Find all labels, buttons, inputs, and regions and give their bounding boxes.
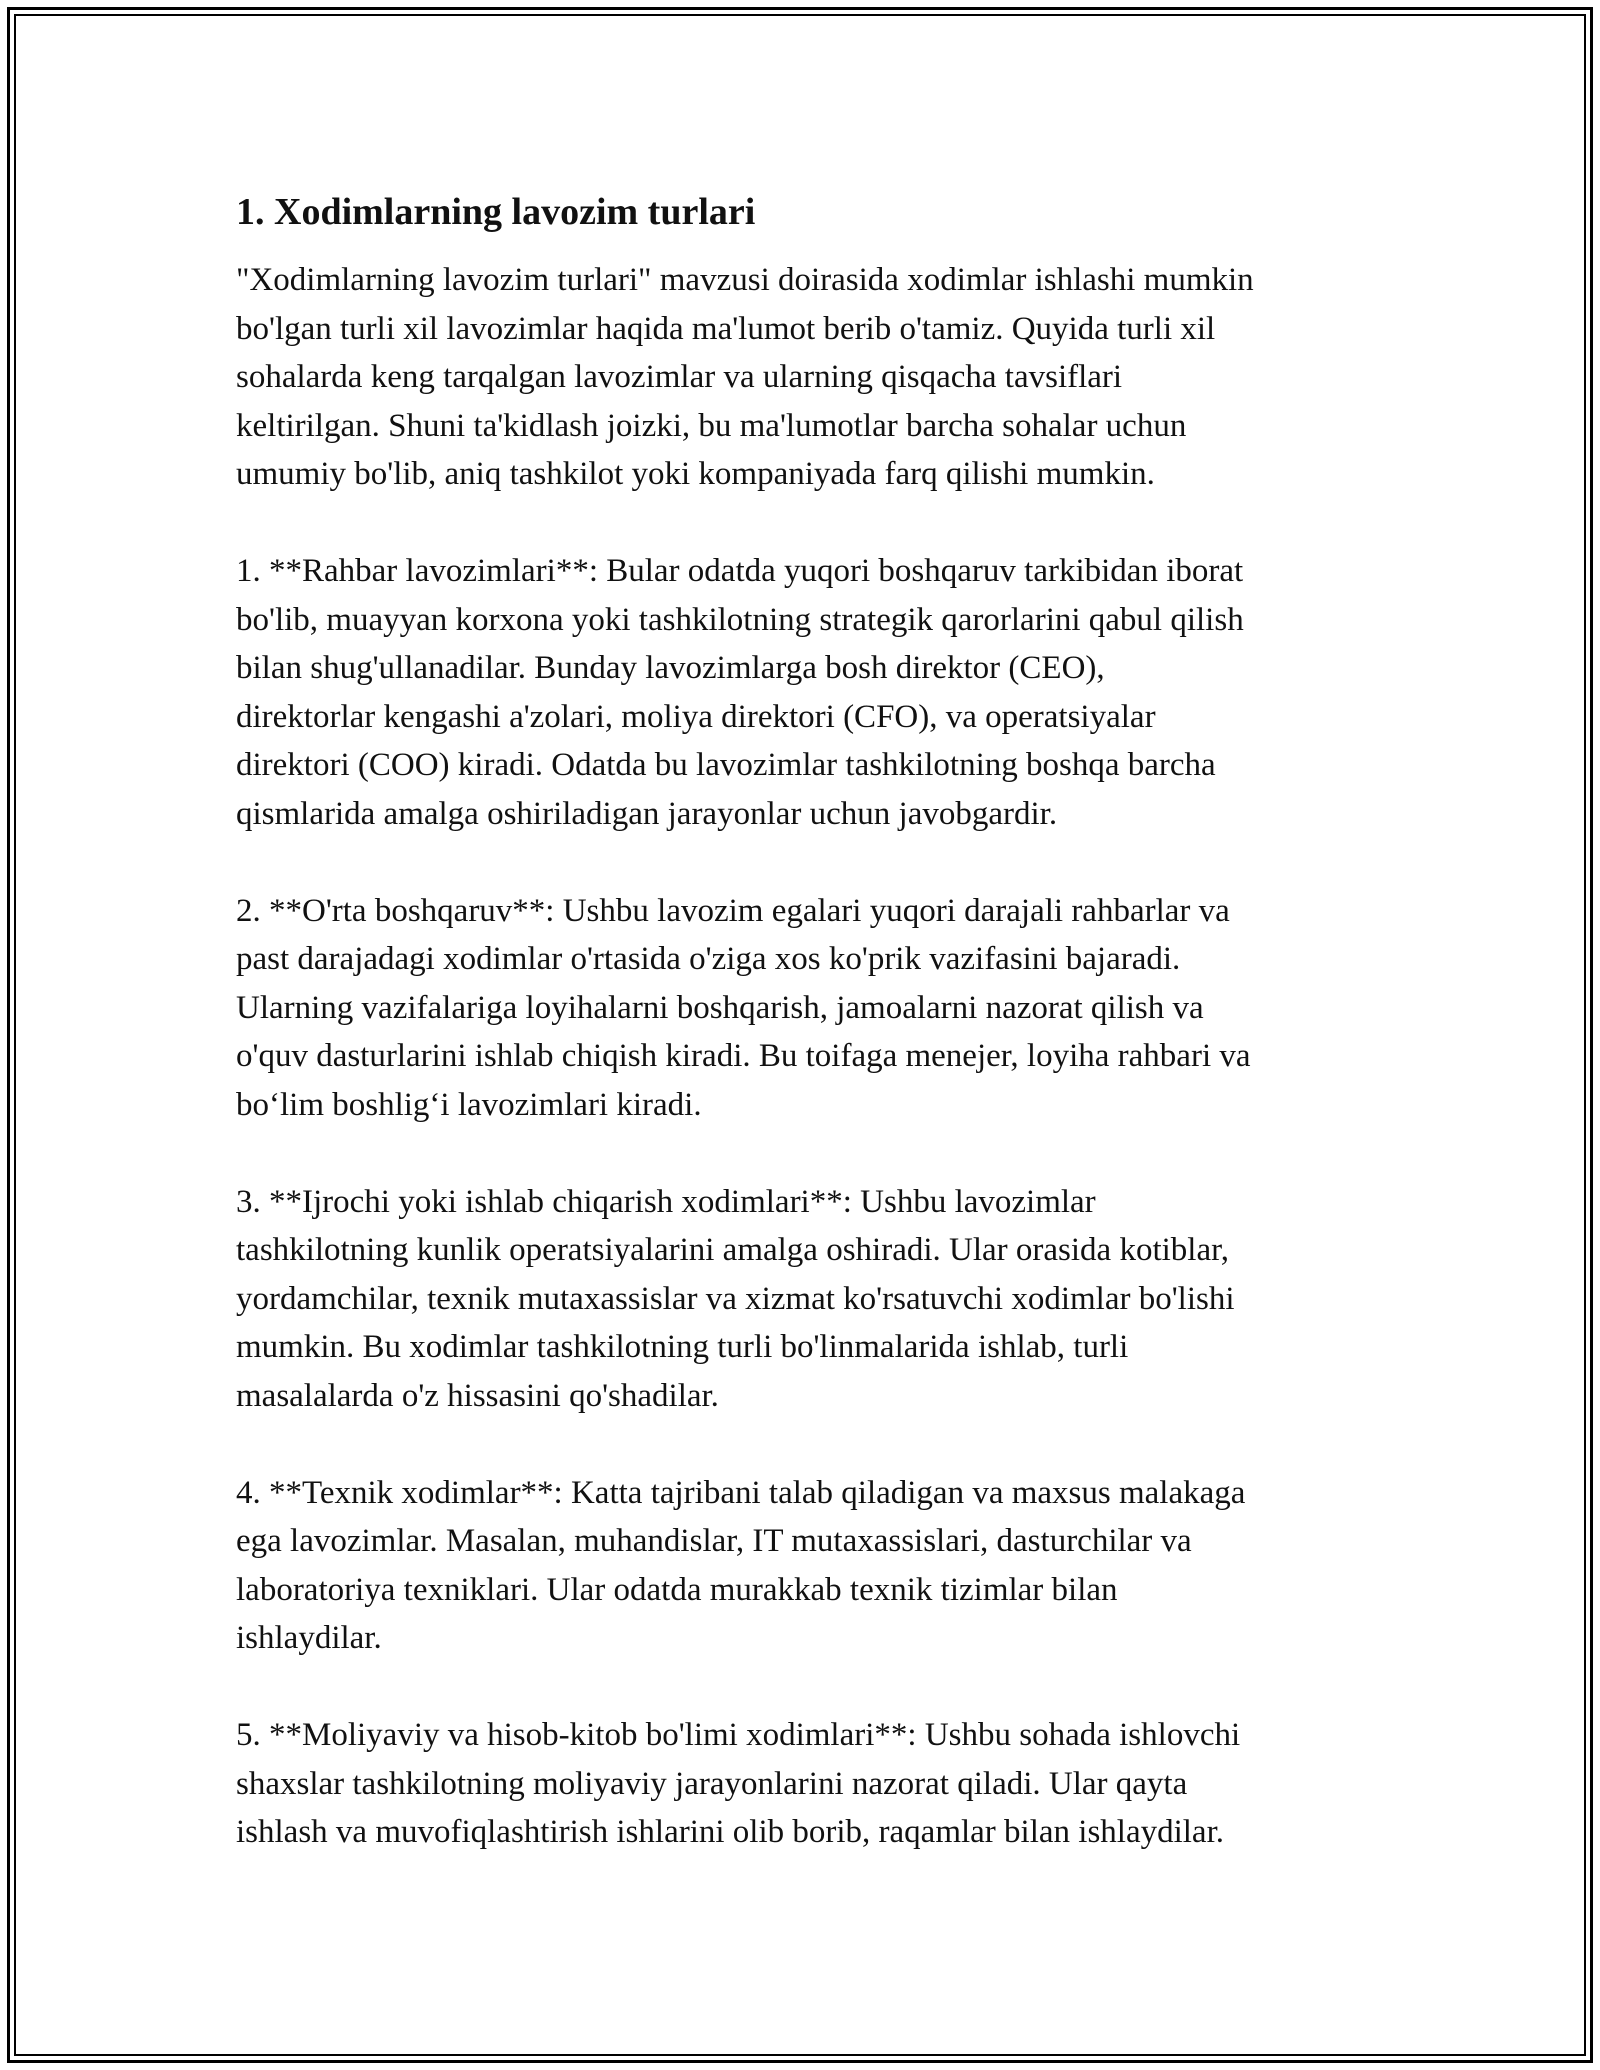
- document-body: [236, 186, 1376, 1857]
- paragraph-rahbar-lavozimlari: 1. **Rahbar lavozimlari**: Bular odatda yuqori boshqaruv tarkibidan iborat bo'lib, muayyan korxona yoki tashkilotning strategik qarorlarini qabul qilish bilan shug'ullanadilar. Bunday lavozimlarga bosh direktor (CEO), direktorlar kengashi a'zolari, moliya direktori (CFO), va operatsiyalar direktori (COO) kiradi. Odatda bu lavozimlar tashkilotning boshqa barcha qismlarida amalga oshiriladigan jarayonlar uchun javobgardir.: [236, 553, 1244, 832]
- paragraph-ijrochi-xodimlar: 3. **Ijrochi yoki ishlab chiqarish xodimlari**: Ushbu lavozimlar tashkilotning kunlik operatsiyalarini amalga oshiradi. Ular orasida kotiblar, yordamchilar, texnik mutaxassislar va xizmat ko'rsatuvchi xodimlar bo'lishi mumkin. Bu xodimlar tashkilotning turli bo'linmalarida ishlab, turli masalalarda o'z hissasini qo'shadilar.: [236, 1183, 1235, 1414]
- paragraph-moliyaviy-xodimlar: 5. **Moliyaviy va hisob-kitob bo'limi xodimlari**: Ushbu sohada ishlovchi shaxslar tashkilotning moliyaviy jarayonlarini nazorat qiladi. Ular qayta ishlash va muvofiqlashtirish ishlarini olib borib, raqamlar bilan ishlaydilar.: [236, 1717, 1241, 1850]
- intro-paragraph: "Xodimlarning lavozim turlari" mavzusi doirasida xodimlar ishlashi mumkin bo'lgan turli xil lavozimlar haqida ma'lumot berib o'tamiz. Quyida turli xil sohalarda keng tarqalgan lavozimlar va ularning qisqacha tavsiflari keltirilgan. Shuni ta'kidlash joizki, bu ma'lumotlar barcha sohalar uchun umumiy bo'lib, aniq tashkilot yoki kompaniyada farq qilishi mumkin.: [236, 262, 1254, 492]
- paragraph-texnik-xodimlar: 4. **Texnik xodimlar**: Katta tajribani talab qiladigan va maxsus malakaga ega lavozimlar. Masalan, muhandislar, IT mutaxassislari, dasturchilar va laboratoriya texniklari. Ular odatda murakkab texnik tizimlar bilan ishlaydilar.: [236, 1474, 1246, 1656]
- paragraph-orta-boshqaruv: 2. **O'rta boshqaruv**: Ushbu lavozim egalari yuqori darajali rahbarlar va past darajadagi xodimlar o'rtasida o'ziga xos ko'prik vazifasini bajaradi. Ularning vazifalariga loyihalarni boshqarish, jamoalarni nazorat qilish va o'quv dasturlarini ishlab chiqish kiradi. Bu toifaga menejer, loyiha rahbari va bo‘lim boshlig‘i lavozimlari kiradi.: [236, 892, 1251, 1123]
- section-heading: 1. Xodimlarning lavozim turlari: [236, 191, 756, 233]
